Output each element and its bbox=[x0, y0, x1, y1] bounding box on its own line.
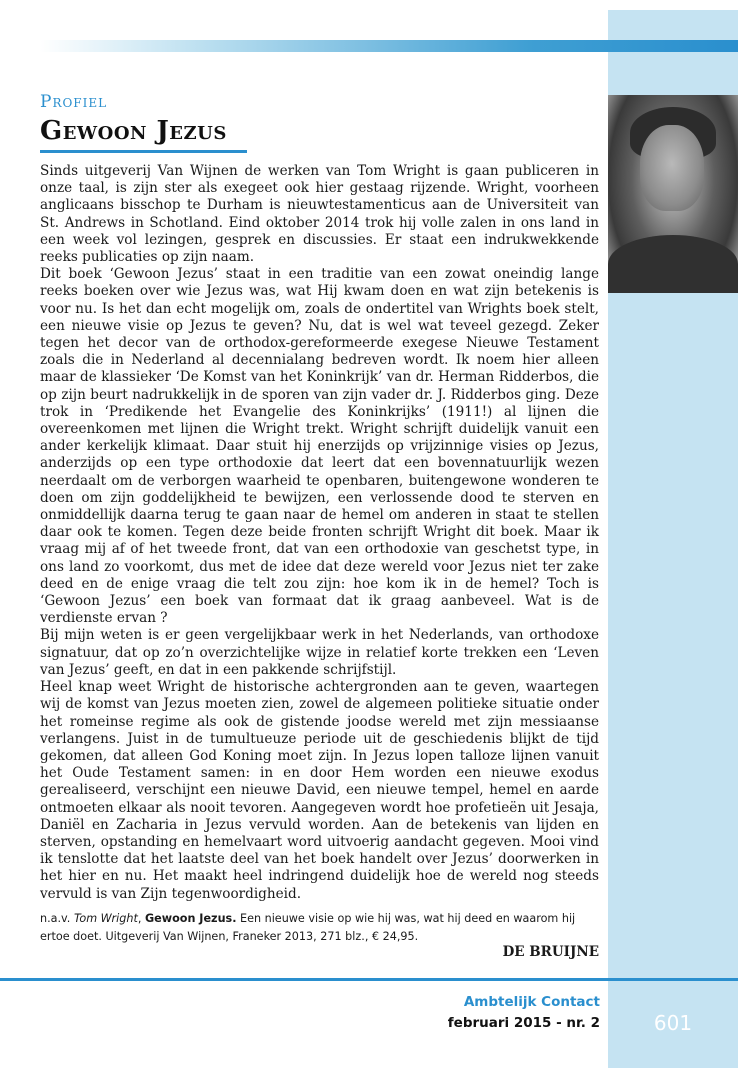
paragraph: Dit boek ‘Gewoon Jezus’ staat in een traditie van een zowat oneindig lange reeks boeken over wie Jezus was, wat Hij kwam doen en wat zijn betekenis is voor nu. Is het dan echt mogelijk om, zoals de ondertitel van Wrights boek stelt, een nieuwe visie op Jezus te geven? Nu, dat is wel wat teveel gezegd. Zeker tegen het decor van de orthodox-gereformeerde exegese Nieuwe Testament zoals die in Nederland al decennialang bedreven wordt. Ik noem hier alleen maar de klassieker ‘De Komst van het Koninkrijk’ van dr. Herman Ridderbos, die op zijn beurt nadrukkelijk in de sporen van zijn vader dr. J. Ridderbos ging. Deze trok in ‘Predikende het Evangelie des Koninkrijks’ (1911!) al lijnen die overeenkomen met lijnen die Wright trekt. Wright schrijft duidelijk vanuit een ander kerkelijk klimaat. Daar stuit hij enerzijds op vrijzinnige visies op Jezus, anderzijds op een type orthodoxie dat leert dat een bovennatuurlijk wezen neerdaalt om de verborgen waarheid te openbaren, buitengewone wonderen te doen om zijn goddelijkheid te bewijzen, een verlossende dood te sterven en onmiddellijk daarna terug te gaan naar de hemel om anderen in staat te stellen daar ook te komen. Tegen deze beide fronten schrijft Wright dit boek. Maar ik vraag mij af of het tweede front, dat van een orthodoxie van geschetst type, in ons land zo voorkomt, dus met de idee dat deze wereld voor Jezus niet ter zake deed en de enige vraag die telt zou zijn: hoe kom ik in de hemel? Toch is ‘Gewoon Jezus’ een boek van formaat dat ik graag aanbeveel. Wat is de verdienste ervan ? bbox=[40, 266, 599, 627]
section-kicker: Profiel bbox=[40, 92, 108, 112]
title-underline bbox=[40, 150, 247, 153]
portrait-face bbox=[640, 125, 704, 211]
header-gradient-bar bbox=[40, 40, 738, 52]
book-reference bbox=[40, 910, 600, 946]
paragraph: Bij mijn weten is er geen vergelijkbaar werk in het Nederlands, van orthodoxe signatuur, dat op zo’n overzichtelijke wijze in relatief korte trekken een ‘Leven van Jezus’ geeft, en dat in een pakkende schrijfstijl. bbox=[40, 627, 599, 678]
ref-author: Tom Wright bbox=[73, 912, 138, 925]
journal-name: Ambtelijk Contact bbox=[463, 994, 600, 1010]
page-number: 601 bbox=[653, 1011, 693, 1035]
footer-rule bbox=[0, 978, 738, 981]
paragraph: Heel knap weet Wright de historische achtergronden aan te geven, waartegen wij de komst van Jezus moeten zien, zowel de algemeen politieke situatie onder het romeinse regime als ook de gistende joodse wereld met zijn messiaanse verlangens. Juist in de tumultueuze periode uit de geschiedenis blijkt de tijd gekomen, dat alleen God Koning moet zijn. In Jezus lopen talloze lijnen vanuit het Oude Testament samen: in en door Hem worden een nieuwe exodus gerealiseerd, verschijnt een nieuwe David, een nieuwe tempel, hemel en aarde ontmoeten elkaar als nooit tevoren. Aangegeven wordt hoe profetieën uit Jesaja, Daniël en Zacharia in Jezus vervuld worden. Aan de betekenis van lijden en sterven, opstanding en hemelvaart word uitvoerig aandacht gegeven. Mooi vind ik tenslotte dat het laatste deel van het boek handelt over Jezus’ doorwerken in het hier en nu. Het maakt heel indringend duidelijk hoe de wereld nog steeds vervuld is van Zijn tegenwoordigheid. bbox=[40, 679, 599, 902]
author-signature: DE BRUIJNE bbox=[502, 944, 599, 960]
issue-info: februari 2015 - nr. 2 bbox=[447, 1015, 600, 1031]
paragraph: Sinds uitgeverij Van Wijnen de werken van Tom Wright is gaan publiceren in onze taal, is zijn ster als exegeet ook hier gestaag rijzende. Wright, voorheen anglicaans bisschop te Durham is nieuwtestamenticus aan de Universiteit van St. Andrews in Schotland. Eind oktober 2014 trok hij volle zalen in ons land in een week vol lezingen, gesprek en discussies. Er staat een indrukwekkende reeks publicaties op zijn naam. bbox=[40, 163, 599, 266]
ref-comma: , bbox=[137, 912, 145, 925]
author-portrait-photo bbox=[608, 95, 738, 293]
ref-prefix: n.a.v. bbox=[40, 912, 74, 925]
article-title: Gewoon Jezus bbox=[40, 116, 227, 146]
article-body bbox=[40, 163, 599, 903]
ref-book-title: Gewoon Jezus. bbox=[144, 912, 237, 925]
portrait-shoulders bbox=[608, 235, 738, 293]
ref-details: Een nieuwe visie op wie hij was, wat hij deed en waarom hij ertoe doet. Uitgeverij Van Wijnen, Franeker 2013, 271 blz., € 24,95. bbox=[40, 912, 576, 943]
